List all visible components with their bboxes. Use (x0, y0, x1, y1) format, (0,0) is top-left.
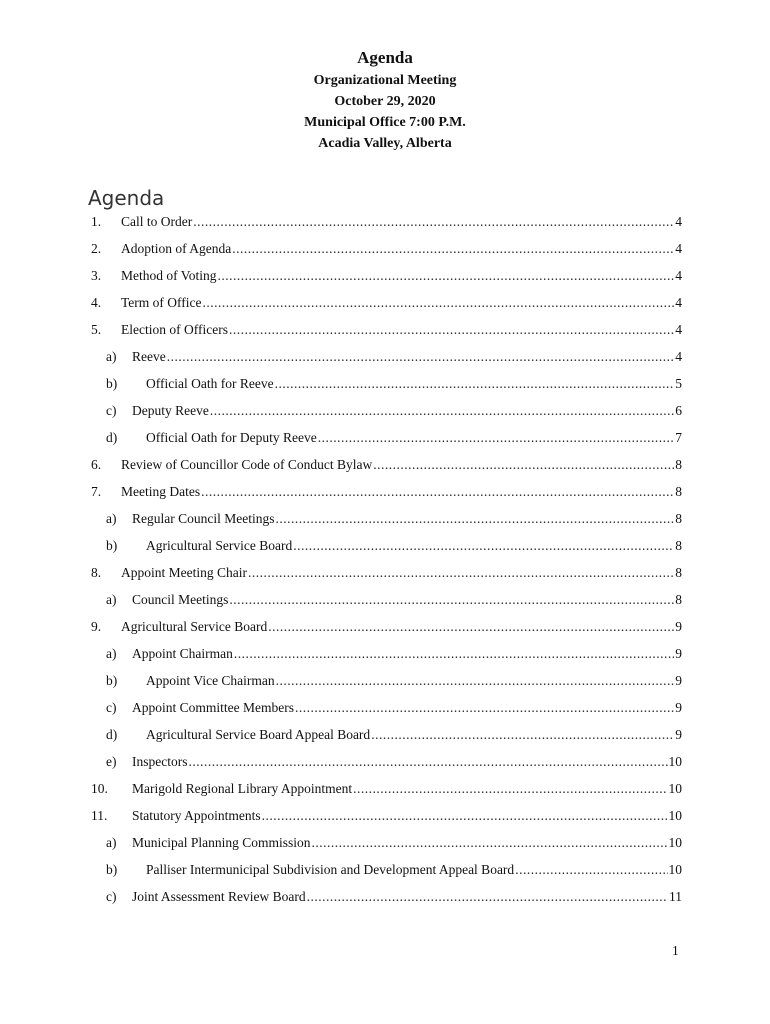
toc-entry[interactable] (106, 510, 682, 528)
dot-leader (248, 564, 674, 582)
toc-entry-page: 4 (675, 349, 682, 364)
toc-entry[interactable] (106, 591, 682, 609)
toc-entry[interactable] (91, 618, 682, 636)
toc-entry-page: 4 (675, 322, 682, 337)
meeting-type: Organizational Meeting (313, 73, 457, 88)
toc-entry-label: Appoint Committee Members (132, 700, 294, 715)
toc-entry-number: b) (106, 673, 118, 688)
dot-leader (232, 240, 674, 258)
agenda-title: Agenda (357, 48, 413, 67)
toc-entry[interactable] (91, 321, 682, 339)
toc-entry-number: 7. (91, 484, 102, 499)
toc-entry[interactable] (91, 807, 682, 825)
toc-entry-label: Statutory Appointments (132, 808, 261, 823)
toc-entry-page: 4 (675, 268, 682, 283)
toc-entry-label: Meeting Dates (121, 484, 201, 499)
toc-entry[interactable] (106, 375, 682, 393)
toc-entry-number: b) (106, 376, 118, 391)
toc-entry-number: a) (106, 349, 117, 364)
toc-entry[interactable] (91, 456, 682, 474)
dot-leader (371, 726, 674, 744)
toc-entry-label: Inspectors (132, 754, 188, 769)
toc-entry-number: a) (106, 511, 117, 526)
toc-entry-page: 5 (675, 376, 682, 391)
toc-entry-number: 4. (91, 295, 102, 310)
toc-entry-label: Appoint Vice Chairman (146, 673, 275, 688)
toc-entry-page: 10 (668, 781, 682, 796)
toc-entry[interactable] (106, 537, 682, 555)
toc-entry-label: Municipal Planning Commission (132, 835, 311, 850)
toc-entry-label: Appoint Chairman (132, 646, 233, 661)
dot-leader (312, 834, 668, 852)
toc-entry-number: 6. (91, 457, 102, 472)
toc-entry-page: 9 (675, 673, 682, 688)
toc-entry-number: b) (106, 538, 118, 553)
toc-entry[interactable] (106, 753, 682, 771)
toc-entry-page: 6 (675, 403, 682, 418)
toc-entry-label: Official Oath for Deputy Reeve (146, 430, 317, 445)
dot-leader (373, 456, 674, 474)
toc-entry-page: 9 (675, 700, 682, 715)
toc-entry-number: a) (106, 646, 117, 661)
toc-entry-label: Official Oath for Reeve (146, 376, 274, 391)
dot-leader (276, 672, 675, 690)
meeting-location-time: Municipal Office 7:00 P.M. (304, 115, 466, 130)
toc-entry-page: 10 (668, 862, 682, 877)
toc-entry[interactable] (91, 240, 682, 258)
dot-leader (218, 267, 675, 285)
toc-entry-page: 4 (675, 214, 682, 229)
toc-entry-number: c) (106, 403, 117, 418)
toc-entry-number: a) (106, 835, 117, 850)
toc-entry-number: 11. (91, 808, 108, 823)
toc-entry[interactable] (91, 213, 682, 231)
toc-entry-page: 8 (675, 565, 682, 580)
toc-entry[interactable] (106, 861, 682, 879)
dot-leader (193, 213, 674, 231)
toc-entry-page: 9 (675, 646, 682, 661)
toc-entry-page: 4 (675, 241, 682, 256)
toc-entry[interactable] (106, 645, 682, 663)
page-number: 1 (672, 943, 679, 958)
toc-entry-label: Deputy Reeve (132, 403, 209, 418)
toc-entry[interactable] (91, 564, 682, 582)
toc-entry-page: 9 (675, 727, 682, 742)
toc-entry-number: b) (106, 862, 118, 877)
toc-entry-number: a) (106, 592, 117, 607)
toc-entry[interactable] (91, 483, 682, 501)
toc-entry-label: Call to Order (121, 214, 193, 229)
toc-entry-label: Method of Voting (121, 268, 217, 283)
toc-entry-label: Agricultural Service Board Appeal Board (146, 727, 371, 742)
toc-entry-page: 8 (675, 592, 682, 607)
toc-entry-number: 1. (91, 214, 102, 229)
toc-entry-label: Regular Council Meetings (132, 511, 275, 526)
toc-entry[interactable] (91, 294, 682, 312)
toc-entry-page: 10 (668, 835, 682, 850)
dot-leader (229, 321, 674, 339)
toc-entry-label: Adoption of Agenda (121, 241, 232, 256)
dot-leader (318, 429, 675, 447)
toc-entry[interactable] (91, 267, 682, 285)
dot-leader (234, 645, 674, 663)
toc-entry-number: e) (106, 754, 117, 769)
toc-entry-page: 4 (675, 295, 682, 310)
dot-leader (203, 294, 675, 312)
toc-entry[interactable] (106, 699, 682, 717)
toc-entry-label: Palliser Intermunicipal Subdivision and Development Appeal Board (146, 862, 515, 877)
dot-leader (167, 348, 675, 366)
toc-entry-page: 8 (675, 484, 682, 499)
toc-entry[interactable] (106, 726, 682, 744)
dot-leader (229, 591, 674, 609)
toc-entry[interactable] (106, 672, 682, 690)
toc-entry-label: Review of Councillor Code of Conduct Bylaw (121, 457, 373, 472)
toc-heading: Agenda (88, 186, 165, 210)
dot-leader (210, 402, 674, 420)
toc-entry-label: Term of Office (121, 295, 202, 310)
dot-leader (268, 618, 674, 636)
toc-entry[interactable] (106, 888, 682, 906)
dot-leader (188, 753, 667, 771)
meeting-town: Acadia Valley, Alberta (318, 136, 452, 151)
toc-entry[interactable] (106, 429, 682, 447)
toc-entry-number: 9. (91, 619, 102, 634)
toc-entry-number: 2. (91, 241, 102, 256)
toc-entry-number: c) (106, 889, 117, 904)
toc-entry[interactable] (91, 780, 682, 798)
toc-entry-page: 9 (675, 619, 682, 634)
toc-entry-label: Reeve (132, 349, 166, 364)
toc-entry-label: Appoint Meeting Chair (121, 565, 247, 580)
toc-entry-label: Joint Assessment Review Board (132, 889, 306, 904)
dot-leader (353, 780, 667, 798)
meeting-date: October 29, 2020 (334, 94, 436, 109)
dot-leader (295, 699, 674, 717)
dot-leader (275, 510, 674, 528)
toc-entry-label: Marigold Regional Library Appointment (132, 781, 353, 796)
dot-leader (307, 888, 668, 906)
toc-entry-page: 11 (669, 889, 682, 904)
toc-entry-number: 5. (91, 322, 102, 337)
toc-entry-page: 10 (668, 808, 682, 823)
dot-leader (515, 861, 667, 879)
toc-entry-page: 8 (675, 457, 682, 472)
toc-entry-page: 8 (675, 511, 682, 526)
toc-entry-number: 3. (91, 268, 102, 283)
toc-entry-page: 7 (675, 430, 682, 445)
dot-leader (293, 537, 674, 555)
toc-entry-number: 8. (91, 565, 102, 580)
toc-entry-number: c) (106, 700, 117, 715)
toc-entry-number: d) (106, 727, 118, 742)
toc-entry-label: Agricultural Service Board (146, 538, 293, 553)
toc-entry[interactable] (106, 402, 682, 420)
toc-entry-label: Agricultural Service Board (121, 619, 268, 634)
toc-entry[interactable] (106, 348, 682, 366)
toc-entry-page: 8 (675, 538, 682, 553)
toc-entry-label: Election of Officers (121, 322, 228, 337)
toc-entry-page: 10 (668, 754, 682, 769)
toc-entry[interactable] (106, 834, 682, 852)
dot-leader (275, 375, 675, 393)
dot-leader (262, 807, 668, 825)
toc-entry-number: 10. (91, 781, 108, 796)
dot-leader (201, 483, 674, 501)
toc-entry-number: d) (106, 430, 118, 445)
toc-entry-label: Council Meetings (132, 592, 229, 607)
